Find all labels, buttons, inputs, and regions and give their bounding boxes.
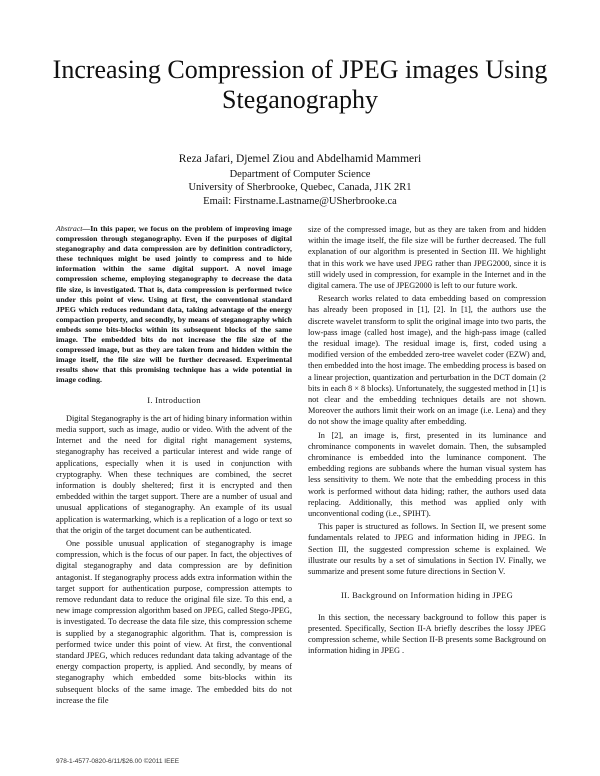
title-line-2: Steganography — [222, 85, 378, 114]
intro-paragraph-2: One possible unusual application of steganography is image compression, which is the focus of our paper. In fact, the objectives of digital steganography and data compression are by definition antagonist. If steganography process adds extra information within the target support for authentication purpose, compression attempts to remove redundant data to reduce the original file size. To this end, a new image compression algorithm based on JPEG, called Stego-JPEG, is investigated. To decrease the data file size, this compression scheme is supplied by a steganographic algorithm. That is, compression is performed twice under this point of view. At first, the conventional standard JPEG, which reduces redundant data taking advantage of the energy compaction property, is applied. And secondly, by means of steganography which embedded some bits-blocks within its subsequent blocks of the same image. The embedded bits do not increase the file — [56, 538, 292, 705]
section-1-heading: I. Introduction — [147, 394, 201, 405]
intro-paragraph-3: size of the compressed image, but as they are taken from and hidden within the image itself, the file size will be further decreased. The full explanation of our algorithm is presented in Section III. We highlight that in this work we have used JPEG rather than JPEG2000, since it is still widely used in compression, for example in the Internet and in the digital camera. The use of JPEG2000 is left to our future work. — [308, 225, 546, 291]
abstract-text: —In this paper, we focus on the problem of improving image compression through steganography. Even if the purposes of digital steganography and data compression are by definition contradictory, these techniques might be used jointly to compress and to hide information within the same digital support. A novel image compression scheme, employing steganography to decrease the data file size, is investigated. That is, data compression is performed twice under this point of view. Using at first, the conventional standard JPEG which reduces redundant data, taking advantage of the energy compaction property, and secondly, by means of steganography which embeds some bits-blocks within its subsequent blocks of the same image. The embedded bits do not increase the file size of the compressed image, but as they are taken from and hidden within the image itself, the file size will be further decreased. Experimental results show that this promising technique has a wide potential in image coding. — [56, 224, 292, 385]
email: Email: Firstname.Lastname@USherbrooke.ca — [203, 195, 397, 207]
intro-paragraph-1: Digital Steganography is the art of hiding binary information within media support, such as image, audio or video. With the advent of the Internet and the need for digital right management systems, steganography has received a particular interest and wide range of applications, especially when it is used in conjunction with cryptography. When these techniques are combined, the secret information is doubly sheltered; first it is encrypted and then embedded within the target support. There are a number of usual and unusual applications of steganography. An example of its usual application is watermarking, which is a replication of a logo or text so that the origin of the target document can be authenticated. — [56, 413, 292, 535]
section-2-heading: II. Background on Information hiding in JPEG — [340, 590, 514, 601]
title-line-1: Increasing Compression of JPEG images Using — [52, 55, 548, 84]
intro-paragraph-4: Research works related to data embedding based on compression has already been proposed in [1], [2]. In [1], the authors use the discrete wavelet transform to split the original image into two parts, the low-pass image (called host image), and the high-pass image (called the residual image). The residual image is, first, coded using a modified version of the embedded zero-tree wavelet coder (EZW) and, then embedded into the host image. The embedding process is based on a linear projection, quantization and perturbation in the DCT domain (2 bits in each 8 × 8 blocks). Unfortunately, the suggested method in [1] is not clear and the embedding techniques details are not shown. Moreover the authors limit their work on an image (i.e. Lena) and they do not show the image quality after embedding. — [308, 294, 546, 427]
intro-paragraph-6: This paper is structured as follows. In Section II, we present some fundamentals related to JPEG and information hiding in JPEG. In Section III, the suggested compression scheme is explained. We illustrate our results by a set of simulations in Section IV. Finally, we summarize and present some future directions in Section V. — [308, 522, 546, 577]
university: University of Sherbrooke, Quebec, Canada, J1K 2R1 — [188, 182, 412, 193]
author-names: Reza Jafari, Djemel Ziou and Abdelhamid Mammeri — [178, 153, 422, 165]
background-paragraph-1: In this section, the necessary background to follow this paper is presented. Specifically, Section II-A briefly describes the lossy JPEG compression scheme, while Section II-B presents some Background on information hiding in JPEG . — [308, 612, 546, 656]
department: Department of Computer Science — [229, 168, 371, 180]
author-block — [0, 153, 600, 208]
abstract-label: Abstract — [56, 224, 83, 233]
left-column — [56, 224, 292, 706]
abstract — [56, 224, 292, 386]
intro-paragraph-5: In [2], an image is, first, presented in its luminance and chrominance components in wavelet domain. Then, the subsampled chrominance is embedded into the luminance component. The embedding regions are subbands where the human visual system has less sensitivity to them. We note that the embedding process in this work is performed without data hiding; rather, the authors used data replacing. Additionally, this method was applied only with unconventional coding (i.e., SPIHT). — [308, 430, 546, 519]
paper-title — [0, 55, 600, 115]
right-column — [308, 224, 546, 656]
copyright-footer: 978-1-4577-0820-6/11/$26.00 ©2011 IEEE — [56, 758, 180, 765]
